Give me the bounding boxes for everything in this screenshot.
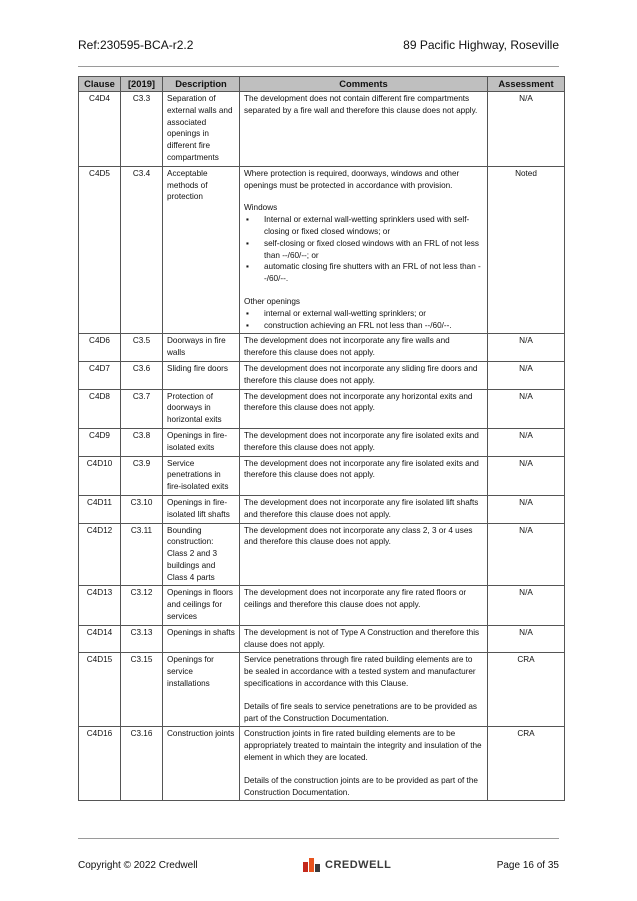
- assessment-cell: Noted: [488, 166, 565, 334]
- credwell-logo: [303, 858, 391, 872]
- description-cell: Openings in floors and ceilings for services: [163, 586, 240, 625]
- clause-2019-cell: C3.11: [121, 523, 163, 586]
- clause-cell: C4D4: [79, 92, 121, 167]
- logo-wordmark: CREDWELL: [325, 859, 392, 871]
- logo-bar-3: [315, 864, 320, 872]
- table-row: [79, 586, 565, 625]
- comment-paragraph: The development does not incorporate any sliding fire doors and therefore this clause does not apply.: [244, 363, 478, 385]
- assessment-cell: N/A: [488, 334, 565, 362]
- logo-bar-1: [303, 862, 308, 872]
- description-cell: Bounding construction: Class 2 and 3 buildings and Class 4 parts: [163, 523, 240, 586]
- description-cell: Service penetrations in fire-isolated exits: [163, 456, 240, 495]
- description-cell: Protection of doorways in horizontal exits: [163, 389, 240, 428]
- assessment-cell: N/A: [488, 428, 565, 456]
- credwell-logo-mark-icon: [303, 858, 321, 872]
- comments-cell: [240, 456, 488, 495]
- assessment-cell: N/A: [488, 456, 565, 495]
- column-header-2019: [2019]: [121, 77, 163, 92]
- clause-cell: C4D12: [79, 523, 121, 586]
- table-row: [79, 456, 565, 495]
- description-cell: Openings in shafts: [163, 625, 240, 653]
- clause-2019-cell: C3.3: [121, 92, 163, 167]
- description-cell: Openings for service installations: [163, 653, 240, 727]
- header-divider: [78, 66, 559, 67]
- assessment-cell: N/A: [488, 586, 565, 625]
- comment-bullet-list: [244, 308, 483, 332]
- table-row: [79, 625, 565, 653]
- table-row: [79, 653, 565, 727]
- copyright-notice: Copyright © 2022 Credwell: [78, 859, 198, 871]
- comments-cell: [240, 495, 488, 523]
- description-cell: Openings in fire-isolated lift shafts: [163, 495, 240, 523]
- comment-bullet-list: [244, 214, 483, 285]
- bullet-item: ▪ construction achieving an FRL not less than --/60/--.: [244, 320, 483, 332]
- clause-cell: C4D13: [79, 586, 121, 625]
- comments-cell: [240, 523, 488, 586]
- assessment-cell: N/A: [488, 625, 565, 653]
- clause-cell: C4D15: [79, 653, 121, 727]
- table-body: [79, 92, 565, 801]
- clause-cell: C4D14: [79, 625, 121, 653]
- table-row: [79, 523, 565, 586]
- assessment-cell: N/A: [488, 523, 565, 586]
- bullet-item: ▪ internal or external wall-wetting sprinklers; or: [244, 308, 483, 320]
- paragraph-gap: [244, 191, 483, 202]
- comment-paragraph: Details of the construction joints are to be provided as part of the Construction Documentation.: [244, 775, 478, 797]
- footer-divider: [78, 838, 559, 839]
- page-header: [78, 38, 559, 56]
- comments-cell: [240, 727, 488, 801]
- clause-cell: C4D16: [79, 727, 121, 801]
- clause-2019-cell: C3.15: [121, 653, 163, 727]
- project-address: 89 Pacific Highway, Roseville: [403, 38, 559, 52]
- comments-cell: [240, 625, 488, 653]
- description-cell: Openings in fire-isolated exits: [163, 428, 240, 456]
- clause-2019-cell: C3.6: [121, 361, 163, 389]
- table-row: [79, 334, 565, 362]
- page-footer: [78, 857, 559, 873]
- comment-paragraph: The development does not incorporate any fire isolated lift shafts and therefore this clause does not apply.: [244, 497, 479, 519]
- table-row: [79, 389, 565, 428]
- assessment-cell: N/A: [488, 389, 565, 428]
- clause-2019-cell: C3.7: [121, 389, 163, 428]
- bullet-item: ▪ Internal or external wall-wetting sprinklers used with self-closing or fixed closed windows; or: [244, 214, 483, 238]
- table-row: [79, 361, 565, 389]
- description-cell: Acceptable methods of protection: [163, 166, 240, 334]
- table-row: [79, 727, 565, 801]
- comments-cell: [240, 334, 488, 362]
- logo-bar-2: [309, 858, 314, 872]
- clause-2019-cell: C3.10: [121, 495, 163, 523]
- clause-cell: C4D7: [79, 361, 121, 389]
- comment-paragraph: The development does not incorporate any fire isolated exits and therefore this clause does not apply.: [244, 458, 479, 480]
- column-header-clause: Clause: [79, 77, 121, 92]
- comments-cell: [240, 653, 488, 727]
- bullet-item: ▪ self-closing or fixed closed windows with an FRL of not less than --/60/--; or: [244, 238, 483, 262]
- comment-paragraph: The development is not of Type A Construction and therefore this clause does not apply.: [244, 627, 480, 649]
- comment-paragraph: The development does not incorporate any class 2, 3 or 4 uses and therefore this clause does not apply.: [244, 525, 473, 547]
- comments-cell: [240, 92, 488, 167]
- comments-cell: [240, 361, 488, 389]
- table-header-row: [79, 77, 565, 92]
- comment-paragraph: Service penetrations through fire rated building elements are to be sealed in accordance with a tested system and manufacturer specifications in accordance with this Clause.: [244, 655, 476, 689]
- clause-cell: C4D8: [79, 389, 121, 428]
- comment-paragraph: Construction joints in fire rated building elements are to be appropriately treated to maintain the integrity and insulation of the element in which they are located.: [244, 729, 482, 763]
- paragraph-gap: [244, 285, 483, 296]
- clause-cell: C4D10: [79, 456, 121, 495]
- clause-cell: C4D9: [79, 428, 121, 456]
- assessment-cell: CRA: [488, 727, 565, 801]
- comment-paragraph: The development does not incorporate any fire rated floors or ceilings and therefore this clause does not apply.: [244, 588, 467, 610]
- page-number: Page 16 of 35: [496, 859, 559, 871]
- table-row: [79, 92, 565, 167]
- clause-2019-cell: C3.12: [121, 586, 163, 625]
- clause-2019-cell: C3.4: [121, 166, 163, 334]
- comments-cell: [240, 166, 488, 334]
- comments-cell: [240, 586, 488, 625]
- description-cell: Doorways in fire walls: [163, 334, 240, 362]
- comment-paragraph: Other openings: [244, 296, 300, 306]
- clause-2019-cell: C3.8: [121, 428, 163, 456]
- assessment-cell: N/A: [488, 495, 565, 523]
- table-row: [79, 495, 565, 523]
- comment-paragraph: The development does not contain different fire compartments separated by a fire wall and therefore this clause does not apply.: [244, 94, 478, 115]
- assessment-cell: N/A: [488, 361, 565, 389]
- description-cell: Separation of external walls and associated openings in different fire compartments: [163, 92, 240, 167]
- comment-paragraph: Where protection is required, doorways, windows and other openings must be protected in accordance with provision.: [244, 168, 460, 190]
- comment-paragraph: Windows: [244, 203, 278, 213]
- table-row: [79, 428, 565, 456]
- clause-cell: C4D6: [79, 334, 121, 362]
- comments-cell: [240, 428, 488, 456]
- table-row: [79, 166, 565, 334]
- clause-cell: C4D5: [79, 166, 121, 334]
- comment-paragraph: The development does not incorporate any horizontal exits and therefore this clause does not apply.: [244, 391, 473, 413]
- column-header-comments: Comments: [240, 77, 488, 92]
- document-reference: Ref:230595-BCA-r2.2: [78, 38, 194, 52]
- compliance-table: [78, 76, 565, 801]
- comment-paragraph: The development does not incorporate any fire walls and therefore this clause does not apply.: [244, 336, 450, 358]
- bullet-item: ▪ automatic closing fire shutters with an FRL of not less than --/60/--.: [244, 261, 483, 285]
- clause-2019-cell: C3.13: [121, 625, 163, 653]
- clause-2019-cell: C3.16: [121, 727, 163, 801]
- description-cell: Sliding fire doors: [163, 361, 240, 389]
- clause-2019-cell: C3.9: [121, 456, 163, 495]
- comments-cell: [240, 389, 488, 428]
- comment-paragraph: Details of fire seals to service penetrations are to be provided as part of the Construction Documentation.: [244, 701, 478, 723]
- clause-cell: C4D11: [79, 495, 121, 523]
- assessment-cell: CRA: [488, 653, 565, 727]
- paragraph-gap: [244, 764, 483, 775]
- column-header-assessment: Assessment: [488, 77, 565, 92]
- clause-2019-cell: C3.5: [121, 334, 163, 362]
- assessment-cell: N/A: [488, 92, 565, 167]
- paragraph-gap: [244, 690, 483, 701]
- column-header-description: Description: [163, 77, 240, 92]
- comment-paragraph: The development does not incorporate any fire isolated exits and therefore this clause does not apply.: [244, 430, 479, 452]
- description-cell: Construction joints: [163, 727, 240, 801]
